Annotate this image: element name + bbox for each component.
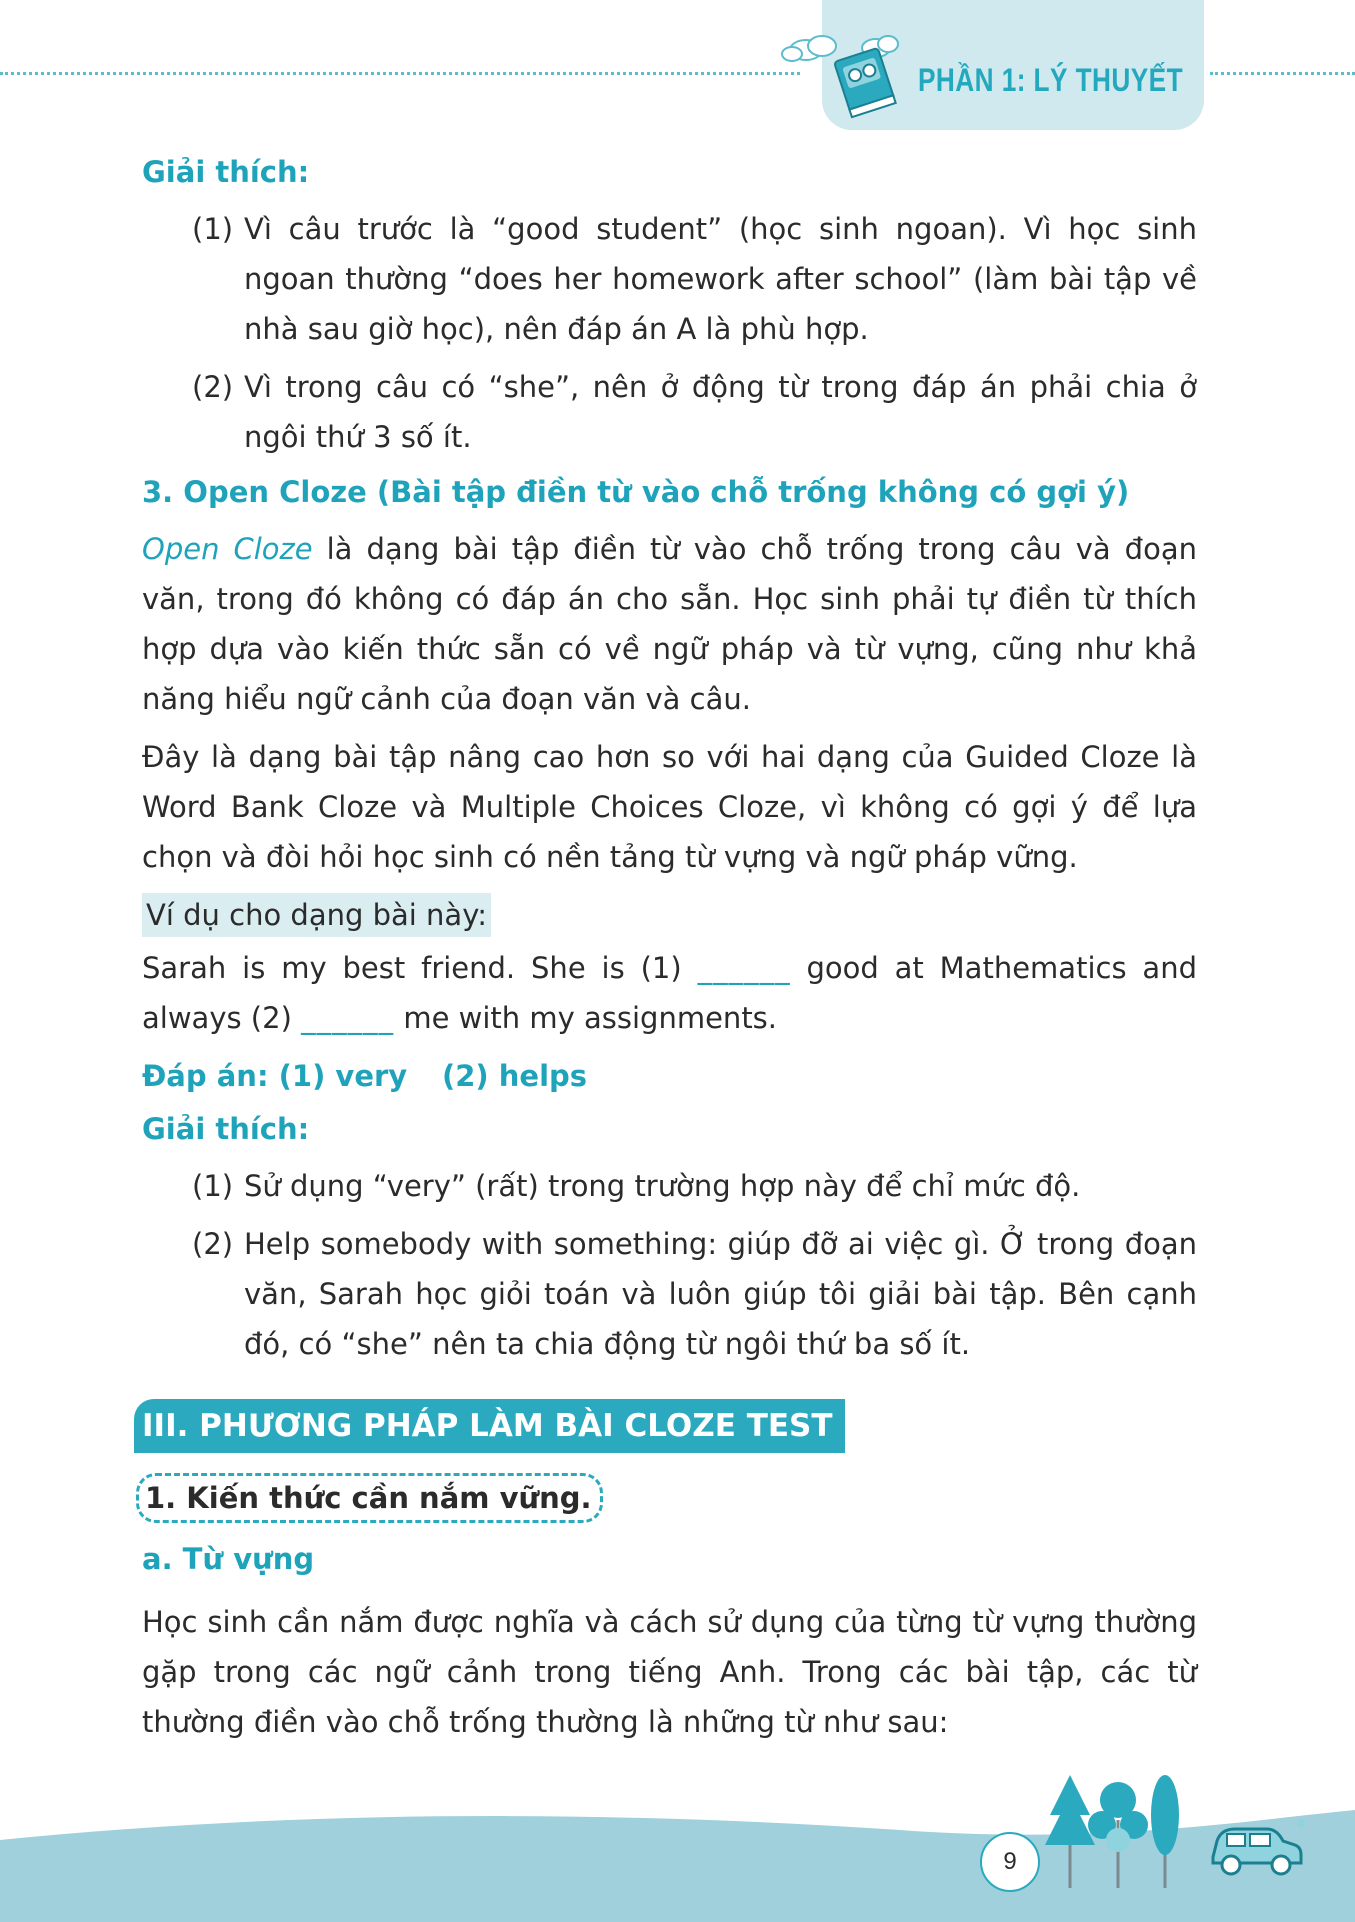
- item-number: (2): [192, 370, 234, 404]
- car-icon: [1205, 1815, 1305, 1880]
- item-number: (2): [192, 1227, 234, 1261]
- open-cloze-paragraph-1: [142, 524, 1197, 724]
- item-text: Vì trong câu có “she”, nên ở động từ trong đáp án phải chia ở ngôi thứ 3 số ít.: [244, 370, 1197, 454]
- answer-2: (2) helps: [442, 1059, 588, 1093]
- example-part-3: me with my assignments.: [394, 1001, 778, 1035]
- header-dotted-line-right: [1210, 72, 1355, 75]
- vocabulary-paragraph: Học sinh cần nắm được nghĩa và cách sử dụng của từng từ vựng thường gặp trong các ngữ cảnh trong tiếng Anh. Trong các bài tập, các từ thường điền vào chỗ trống thường là những từ như sau:: [142, 1605, 1197, 1739]
- trees-icon: [1040, 1770, 1190, 1890]
- item-text: Sử dụng “very” (rất) trong trường hợp này để chỉ mức độ.: [244, 1169, 1081, 1203]
- header-dotted-line-left: [0, 72, 800, 75]
- page-number: 9: [980, 1832, 1040, 1892]
- vocabulary-heading: a. Từ vựng: [142, 1542, 315, 1576]
- answer-row: [142, 1051, 1197, 1101]
- open-cloze-definition: là dạng bài tập điền từ vào chỗ trống trong câu và đoạn văn, trong đó không có đáp án cho sẵn. Học sinh phải tự điền từ thích hợp dựa vào kiến thức sẵn có về ngữ pháp và từ vựng, cũng như khả năng hiểu ngữ cảnh của đoạn văn và câu.: [142, 532, 1197, 716]
- explanation-item: [142, 204, 1197, 354]
- explanation-item: [142, 362, 1197, 462]
- explanation-item: [142, 1219, 1197, 1369]
- blank-1: ______: [697, 951, 791, 985]
- example-sentence: [142, 943, 1197, 1043]
- item-text: Help somebody with something: giúp đỡ ai việc gì. Ở trong đoạn văn, Sarah học giỏi toán và luôn giúp tôi giải bài tập. Bên cạnh đó, có “she” nên ta chia động từ ngôi thứ ba số ít.: [244, 1227, 1197, 1361]
- open-cloze-heading: 3. Open Cloze (Bài tập điền từ vào chỗ trống không có gợi ý): [142, 475, 1130, 509]
- explanation-heading-1: Giải thích:: [142, 155, 310, 189]
- explanation-heading-2: Giải thích:: [142, 1112, 310, 1146]
- example-part-1: Sarah is my best friend. She is (1): [142, 951, 698, 985]
- item-number: (1): [192, 212, 234, 246]
- answer-1: Đáp án: (1) very: [142, 1059, 408, 1093]
- example-part-2: good at Mathematics and always (2): [142, 951, 1197, 1035]
- item-text: Vì câu trước là “good student” (học sinh ngoan). Vì học sinh ngoan thường “does her homework after school” (làm bài tập về nhà sau giờ học), nên đáp án A là phù hợp.: [244, 212, 1197, 346]
- open-cloze-term: Open Cloze: [142, 532, 313, 566]
- blank-2: ______: [301, 1001, 395, 1035]
- page-content: [142, 150, 1197, 1755]
- knowledge-heading: 1. Kiến thức cần nắm vững.: [136, 1473, 603, 1523]
- header-title: PHẦN 1: LÝ THUYẾT: [918, 62, 1184, 98]
- explanation-item: [142, 1161, 1197, 1211]
- book-cloud-icon: [778, 30, 918, 130]
- example-label: Ví dụ cho dạng bài này:: [142, 893, 491, 937]
- open-cloze-paragraph-2: Đây là dạng bài tập nâng cao hơn so với hai dạng của Guided Cloze là Word Bank Cloze và Multiple Choices Cloze, vì không có gợi ý để lựa chọn và đòi hỏi học sinh có nền tảng từ vựng và ngữ pháp vững.: [142, 740, 1197, 874]
- item-number: (1): [192, 1169, 234, 1203]
- section-banner: III. PHƯƠNG PHÁP LÀM BÀI CLOZE TEST: [134, 1399, 845, 1453]
